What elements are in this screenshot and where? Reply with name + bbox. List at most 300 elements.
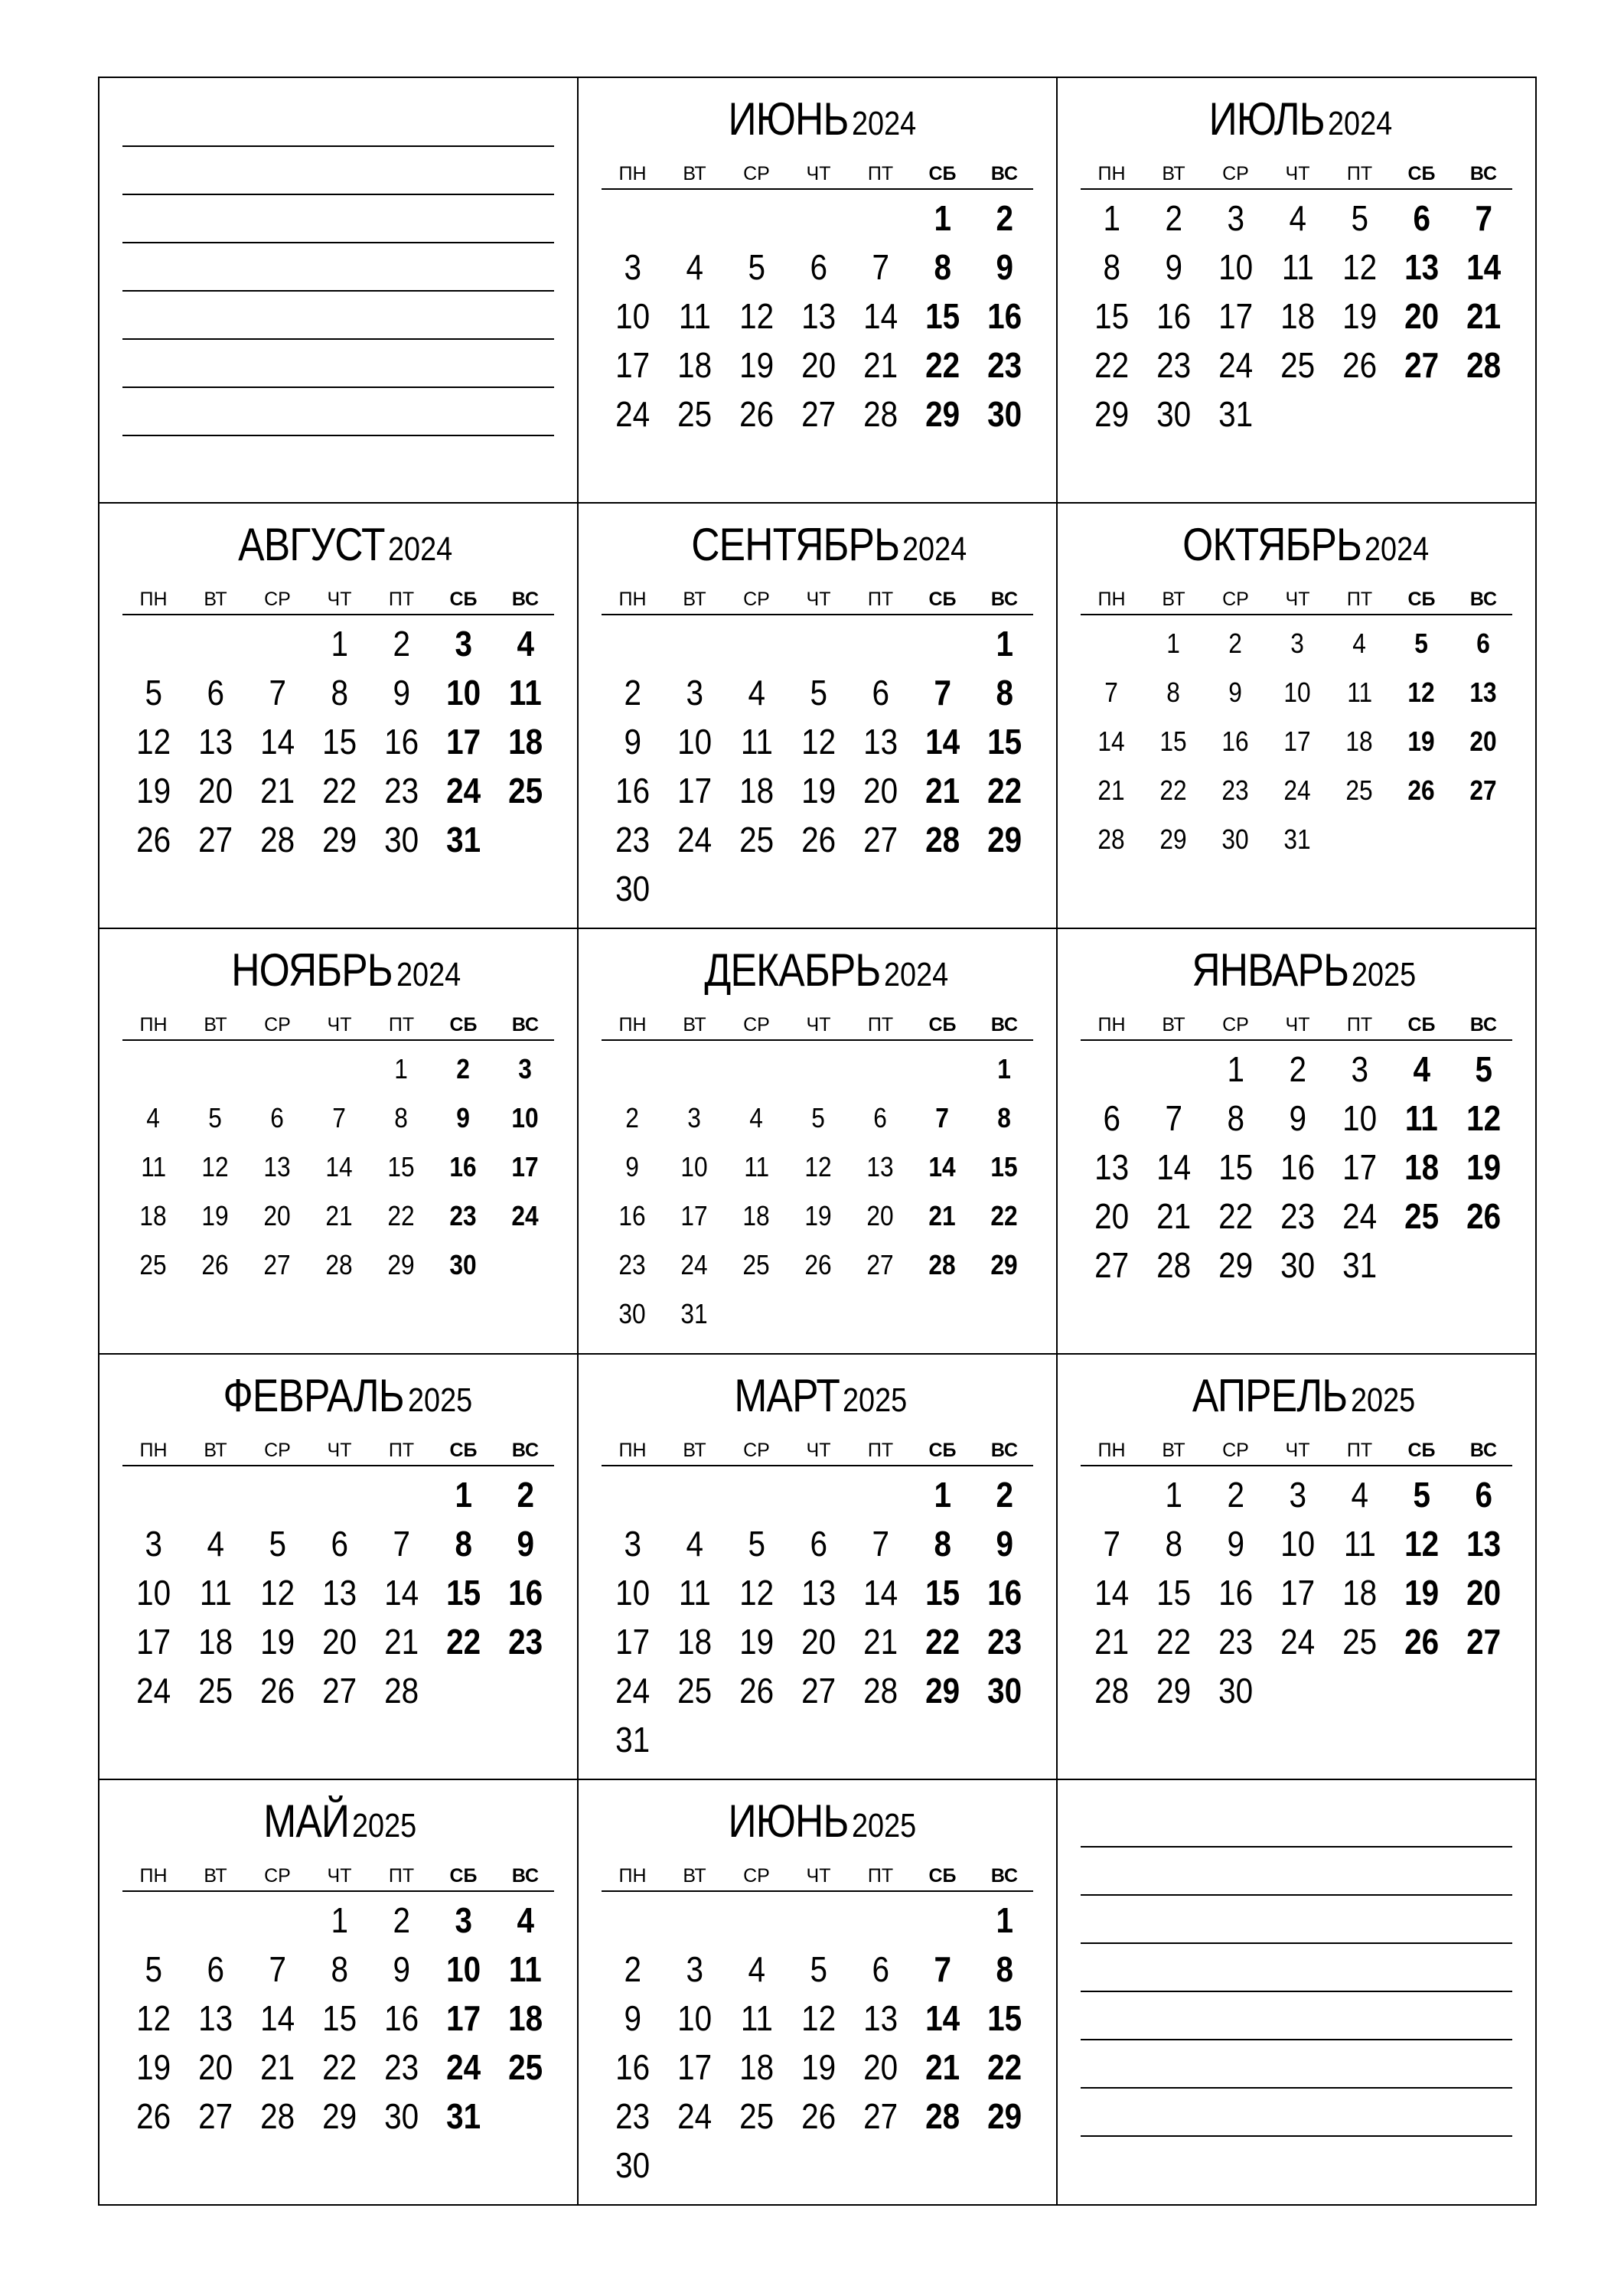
day-number: 10 (677, 1998, 713, 2038)
day-number: 27 (866, 1249, 895, 1280)
day-number: 20 (1404, 296, 1440, 336)
day-number: 3 (1227, 198, 1244, 238)
weekday-label: СР (1222, 1440, 1249, 1461)
day-number: 31 (1342, 1245, 1378, 1285)
day-number: 11 (678, 296, 711, 336)
weekday-label: ВТ (683, 1440, 706, 1461)
day-number: 22 (925, 345, 960, 385)
day-number: 25 (507, 2047, 543, 2087)
day-number: 12 (739, 296, 774, 336)
day-number: 17 (680, 1200, 709, 1231)
day-number: 11 (509, 673, 542, 713)
day-number: 1 (934, 1475, 951, 1515)
day-number: 11 (1405, 1098, 1438, 1138)
day-number: 28 (863, 394, 898, 434)
day-number: 16 (1221, 726, 1250, 757)
day-number: 17 (615, 1622, 651, 1662)
weekday-label: ВТ (1162, 1440, 1185, 1461)
day-number: 8 (455, 1524, 472, 1564)
day-number: 14 (1156, 1147, 1192, 1187)
weekday-label: ПТ (388, 589, 415, 610)
day-number: 19 (201, 1200, 230, 1231)
day-number: 2 (1165, 198, 1182, 238)
month-title (579, 944, 1056, 996)
day-number: 2 (624, 673, 641, 713)
weekday-label: ЧТ (1285, 589, 1310, 610)
day-number: 10 (1218, 247, 1254, 287)
day-number: 23 (1221, 775, 1250, 806)
day-number: 8 (1165, 1524, 1182, 1564)
weekday-label: ЧТ (806, 1014, 831, 1035)
day-number: 30 (1221, 823, 1250, 855)
note-line (1081, 1942, 1512, 1944)
day-number: 13 (321, 1573, 357, 1613)
month-name: ДЕКАБРЬ (704, 944, 881, 996)
day-number: 8 (1103, 247, 1120, 287)
day-number: 28 (1466, 345, 1502, 385)
calendar-sheet (98, 77, 1537, 2206)
day-number: 21 (325, 1200, 354, 1231)
month-year: 2025 (407, 1381, 472, 1419)
day-number: 8 (934, 1524, 951, 1564)
weekday-label: ЧТ (1285, 1014, 1310, 1035)
day-number: 22 (986, 771, 1022, 810)
day-number: 28 (1097, 823, 1126, 855)
weekday-label: СР (264, 1014, 291, 1035)
day-number: 27 (1469, 775, 1498, 806)
weekday-label: ПН (1097, 589, 1126, 610)
day-number: 10 (615, 1573, 651, 1613)
weekday-header (1081, 1439, 1512, 1466)
day-number: 7 (935, 1102, 950, 1133)
weekday-header (602, 1864, 1033, 1892)
weekday-label: СР (743, 1440, 770, 1461)
day-number: 26 (739, 1671, 774, 1711)
note-line (1081, 1991, 1512, 1992)
day-number: 14 (925, 1998, 960, 2038)
month-year: 2024 (851, 105, 916, 142)
weekday-label: СБ (449, 1440, 478, 1461)
day-number: 17 (677, 771, 713, 810)
day-number: 30 (618, 1298, 647, 1329)
notes-lines (1081, 1780, 1512, 2204)
day-number: 28 (1094, 1671, 1130, 1711)
day-number: 9 (996, 1524, 1013, 1564)
day-number: 21 (259, 2047, 295, 2087)
weekday-label: ВТ (683, 589, 706, 610)
weekday-label: СБ (1407, 589, 1436, 610)
day-number: 9 (625, 1151, 640, 1182)
weekday-header (122, 588, 554, 615)
day-number: 21 (863, 345, 898, 385)
weekday-label: СБ (449, 589, 478, 610)
day-number: 12 (1404, 1524, 1440, 1564)
note-line (122, 338, 554, 340)
day-number: 24 (1218, 345, 1254, 385)
day-number: 9 (517, 1524, 534, 1564)
day-number: 4 (686, 1524, 703, 1564)
weekday-label: ПН (139, 1865, 168, 1887)
weekday-label: ВС (990, 589, 1019, 610)
weekday-label: ВТ (683, 163, 706, 184)
month-year: 2024 (387, 530, 452, 568)
day-number: 17 (445, 1998, 481, 2038)
day-number: 27 (863, 2096, 898, 2136)
day-number: 12 (1466, 1098, 1502, 1138)
day-number: 16 (615, 2047, 651, 2087)
day-number: 6 (1103, 1098, 1120, 1138)
day-number: 25 (677, 394, 713, 434)
day-number: 21 (383, 1622, 419, 1662)
day-number: 13 (1466, 1524, 1502, 1564)
weekday-label: СБ (928, 1440, 957, 1461)
day-number: 6 (873, 1102, 888, 1133)
day-number: 29 (1218, 1245, 1254, 1285)
day-number: 8 (331, 1949, 348, 1989)
day-number: 22 (445, 1622, 481, 1662)
weekday-label: ПТ (1346, 163, 1373, 184)
day-number: 22 (1094, 345, 1130, 385)
weekday-label: ЧТ (806, 163, 831, 184)
day-number: 13 (197, 722, 233, 762)
day-number: 15 (387, 1151, 416, 1182)
day-number: 12 (801, 1998, 836, 2038)
weekday-label: ПН (618, 163, 647, 184)
note-line (122, 242, 554, 243)
weekday-label: ВС (1469, 1440, 1498, 1461)
day-number: 7 (393, 1524, 410, 1564)
day-number: 3 (1290, 628, 1305, 659)
day-number: 20 (801, 345, 836, 385)
day-number: 29 (321, 2096, 357, 2136)
weekday-label: ВТ (1162, 1014, 1185, 1035)
day-number: 29 (387, 1249, 416, 1280)
day-number: 30 (1280, 1245, 1316, 1285)
weekday-label: ПТ (867, 1014, 894, 1035)
day-number: 28 (925, 2096, 960, 2136)
day-number: 21 (1156, 1196, 1192, 1236)
day-number: 12 (135, 722, 171, 762)
weekday-label: ВС (511, 1440, 540, 1461)
day-number: 3 (624, 1524, 641, 1564)
weekday-label: ПН (1097, 1014, 1126, 1035)
month-october-2024 (1058, 504, 1537, 929)
day-number: 20 (1466, 1573, 1502, 1613)
weekday-label: ПТ (388, 1440, 415, 1461)
day-number: 17 (677, 2047, 713, 2087)
day-number: 24 (615, 394, 651, 434)
day-number: 14 (1094, 1573, 1130, 1613)
day-number: 3 (455, 1900, 472, 1940)
month-year: 2025 (843, 1381, 908, 1419)
day-number: 28 (259, 820, 295, 859)
day-number: 7 (934, 673, 951, 713)
day-number: 18 (742, 1200, 771, 1231)
day-number: 13 (801, 296, 836, 336)
day-number: 4 (207, 1524, 224, 1564)
weekday-label: ВТ (1162, 589, 1185, 610)
weekday-label: СБ (928, 1014, 957, 1035)
day-number: 31 (615, 1720, 651, 1760)
day-number: 6 (810, 247, 827, 287)
weekday-label: ПН (618, 1440, 647, 1461)
day-number: 18 (139, 1200, 168, 1231)
day-number: 31 (1283, 823, 1312, 855)
day-number: 5 (208, 1102, 223, 1133)
day-number: 9 (1165, 247, 1182, 287)
day-number: 23 (383, 771, 419, 810)
day-number: 15 (445, 1573, 481, 1613)
weekday-label: ПТ (867, 1865, 894, 1887)
day-number: 24 (1280, 1622, 1316, 1662)
day-number: 17 (1283, 726, 1312, 757)
day-number: 25 (1404, 1196, 1440, 1236)
weekday-label: ВС (990, 163, 1019, 184)
weekday-label: ВТ (204, 1865, 227, 1887)
day-number: 26 (1466, 1196, 1502, 1236)
day-number: 4 (1289, 198, 1306, 238)
day-number: 11 (744, 1151, 769, 1182)
day-number: 28 (925, 820, 960, 859)
day-number: 9 (624, 1998, 641, 2038)
day-number: 8 (934, 247, 951, 287)
day-number: 24 (445, 2047, 481, 2087)
day-number: 24 (615, 1671, 651, 1711)
month-name: СЕНТЯБРЬ (691, 519, 899, 570)
day-number: 18 (507, 722, 543, 762)
day-number: 27 (197, 2096, 233, 2136)
day-number: 5 (810, 673, 827, 713)
day-number: 9 (393, 1949, 410, 1989)
day-number: 20 (866, 1200, 895, 1231)
weekday-label: СБ (1407, 1014, 1436, 1035)
day-number: 22 (321, 2047, 357, 2087)
day-number: 15 (1218, 1147, 1254, 1187)
weekday-header (602, 1013, 1033, 1041)
day-number: 10 (1280, 1524, 1316, 1564)
weekday-label: СБ (449, 1865, 478, 1887)
day-number: 2 (1228, 628, 1243, 659)
weekday-label: ВС (1469, 1014, 1498, 1035)
weekday-header (602, 1439, 1033, 1466)
day-number: 15 (321, 1998, 357, 2038)
day-number: 29 (986, 820, 1022, 859)
day-number: 17 (1280, 1573, 1316, 1613)
day-number: 23 (618, 1249, 647, 1280)
day-number: 23 (1218, 1622, 1254, 1662)
day-number: 24 (1342, 1196, 1378, 1236)
month-title (99, 944, 577, 996)
month-name: ИЮНЬ (728, 1795, 849, 1847)
note-line (122, 386, 554, 388)
day-number: 4 (146, 1102, 161, 1133)
day-number: 20 (1469, 726, 1498, 757)
day-number: 14 (259, 722, 295, 762)
day-number: 19 (739, 1622, 774, 1662)
day-number: 10 (135, 1573, 171, 1613)
weekday-label: ПН (1097, 163, 1126, 184)
day-number: 23 (383, 2047, 419, 2087)
month-year: 2024 (883, 956, 949, 993)
note-line (1081, 2087, 1512, 2089)
weekday-header (1081, 1013, 1512, 1041)
day-number: 11 (740, 722, 773, 762)
day-number: 2 (393, 624, 410, 664)
day-number: 19 (135, 771, 171, 810)
month-name: НОЯБРЬ (231, 944, 393, 996)
day-number: 21 (925, 771, 960, 810)
day-number: 2 (1289, 1049, 1306, 1089)
day-number: 24 (680, 1249, 709, 1280)
day-number: 22 (387, 1200, 416, 1231)
day-number: 15 (986, 1998, 1022, 2038)
day-number: 20 (801, 1622, 836, 1662)
day-number: 22 (1218, 1196, 1254, 1236)
day-number: 30 (986, 394, 1022, 434)
day-number: 11 (199, 1573, 232, 1613)
weekday-label: СР (264, 1865, 291, 1887)
weekday-label: СР (1222, 1014, 1249, 1035)
weekday-label: СР (743, 589, 770, 610)
weekday-header (122, 1013, 554, 1041)
day-number: 14 (1466, 247, 1502, 287)
day-number: 26 (1404, 1622, 1440, 1662)
day-number: 1 (1165, 1475, 1182, 1515)
day-number: 10 (445, 673, 481, 713)
day-number: 22 (986, 2047, 1022, 2087)
day-number: 6 (331, 1524, 348, 1564)
day-number: 13 (197, 1998, 233, 2038)
day-number: 21 (1097, 775, 1126, 806)
day-number: 24 (677, 2096, 713, 2136)
day-number: 26 (201, 1249, 230, 1280)
day-number: 4 (749, 1102, 764, 1133)
weekday-label: СБ (928, 589, 957, 610)
month-year: 2024 (396, 956, 461, 993)
month-name: ФЕВРАЛЬ (223, 1370, 405, 1421)
day-number: 12 (259, 1573, 295, 1613)
day-number: 31 (680, 1298, 709, 1329)
day-number: 1 (331, 1900, 348, 1940)
weekday-label: СБ (449, 1014, 478, 1035)
day-number: 29 (1159, 823, 1188, 855)
day-number: 16 (1156, 296, 1192, 336)
day-number: 20 (263, 1200, 292, 1231)
day-number: 11 (1347, 677, 1372, 708)
day-number: 16 (1218, 1573, 1254, 1613)
day-number: 4 (1352, 628, 1367, 659)
day-number: 30 (383, 2096, 419, 2136)
day-number: 1 (1166, 628, 1181, 659)
day-number: 24 (135, 1671, 171, 1711)
day-number: 2 (625, 1102, 640, 1133)
day-number: 27 (801, 1671, 836, 1711)
month-september-2024 (579, 504, 1058, 929)
day-number: 14 (863, 1573, 898, 1613)
day-number: 13 (263, 1151, 292, 1182)
weekday-label: ПТ (1346, 1440, 1373, 1461)
day-number: 22 (1159, 775, 1188, 806)
day-number: 25 (1345, 775, 1374, 806)
weekday-header (1081, 162, 1512, 190)
day-number: 22 (990, 1200, 1019, 1231)
day-number: 26 (801, 820, 836, 859)
day-number: 14 (383, 1573, 419, 1613)
day-number: 7 (269, 1949, 286, 1989)
day-number: 28 (259, 2096, 295, 2136)
note-line (122, 290, 554, 292)
weekday-header (1081, 588, 1512, 615)
day-number: 7 (1475, 198, 1492, 238)
day-number: 21 (925, 2047, 960, 2087)
day-number: 3 (686, 1949, 703, 1989)
day-number: 17 (135, 1622, 171, 1662)
day-number: 17 (511, 1151, 540, 1182)
day-number: 10 (445, 1949, 481, 1989)
day-number: 9 (1228, 677, 1243, 708)
day-number: 19 (1404, 1573, 1440, 1613)
day-number: 25 (677, 1671, 713, 1711)
day-number: 17 (1342, 1147, 1378, 1187)
day-number: 3 (1351, 1049, 1368, 1089)
day-number: 30 (383, 820, 419, 859)
day-number: 2 (456, 1053, 471, 1084)
day-number: 13 (1469, 677, 1498, 708)
day-number: 5 (1414, 628, 1429, 659)
day-number: 18 (1280, 296, 1316, 336)
day-number: 27 (263, 1249, 292, 1280)
day-number: 7 (1103, 1524, 1120, 1564)
day-number: 27 (801, 394, 836, 434)
month-title (1058, 93, 1535, 145)
day-number: 16 (383, 722, 419, 762)
note-line (122, 435, 554, 436)
day-number: 16 (449, 1151, 478, 1182)
weekday-label: ПН (618, 589, 647, 610)
weekday-label: СР (743, 1865, 770, 1887)
day-number: 3 (518, 1053, 533, 1084)
day-number: 12 (1407, 677, 1436, 708)
day-number: 8 (1227, 1098, 1244, 1138)
weekday-label: СБ (928, 163, 957, 184)
day-number: 18 (677, 1622, 713, 1662)
notes-lines (122, 78, 554, 502)
day-number: 5 (269, 1524, 286, 1564)
note-line (1081, 1846, 1512, 1848)
day-number: 24 (445, 771, 481, 810)
day-number: 18 (1342, 1573, 1378, 1613)
day-number: 13 (863, 1998, 898, 2038)
day-number: 6 (1413, 198, 1430, 238)
day-number: 26 (801, 2096, 836, 2136)
notes-box-top (99, 78, 579, 504)
day-number: 8 (996, 1949, 1013, 1989)
day-number: 18 (1345, 726, 1374, 757)
day-number: 22 (925, 1622, 960, 1662)
day-number: 12 (1342, 247, 1378, 287)
month-name: МАЙ (263, 1795, 349, 1847)
day-number: 27 (197, 820, 233, 859)
day-number: 6 (810, 1524, 827, 1564)
day-number: 4 (1413, 1049, 1430, 1089)
day-number: 8 (394, 1102, 409, 1133)
day-number: 23 (615, 2096, 651, 2136)
month-year: 2025 (1350, 1381, 1416, 1419)
weekday-label: ЧТ (1285, 163, 1310, 184)
day-number: 31 (1218, 394, 1254, 434)
month-may-2025 (99, 1780, 579, 2206)
note-line (122, 194, 554, 195)
